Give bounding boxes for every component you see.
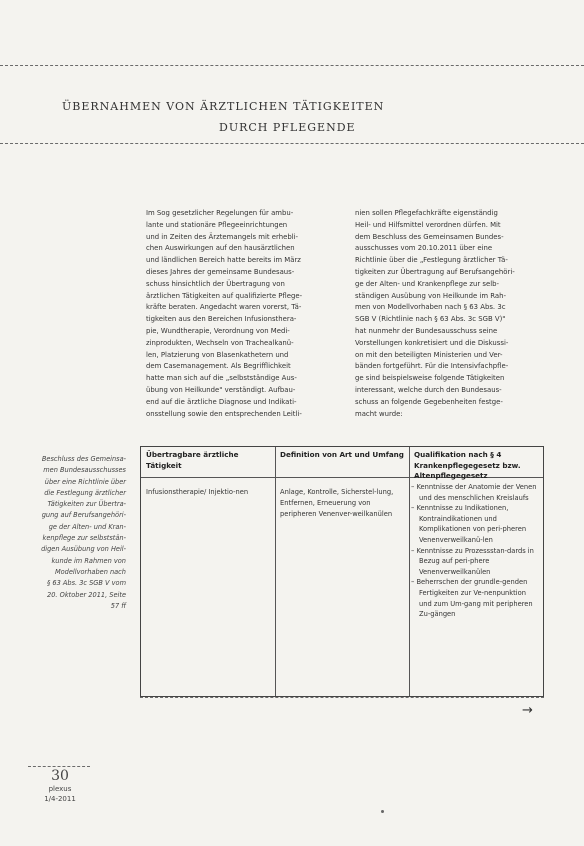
body-text-line: schuss an folgende Gegebenheiten festge- [355, 397, 503, 406]
qualification-item: – Kenntnisse zu Indikationen, Kontraindikationen und Komplikationen von peri-pheren Venenverweilkanü-len [411, 504, 527, 544]
sidenote-line: 20. Oktober 2011, Seite [47, 590, 126, 599]
delegation-table [140, 446, 544, 697]
body-text-line: kräfte beraten. Angedacht waren vorerst, Tä- [146, 303, 302, 312]
heading-line-1: ÜBERNAHMEN VON ÄRZTLICHEN TÄTIGKEITEN [62, 100, 385, 113]
body-text-line: dem Beschluss des Gemeinsamen Bundes- [355, 232, 504, 241]
body-text-line: ge der Alten- und Krankenpflege zur selb- [355, 279, 500, 288]
body-text-line: pie, Wundtherapie, Verordnung von Medi- [146, 326, 290, 335]
sidenote-line: gung auf Berufsangehöri- [41, 511, 126, 520]
body-text-line: schuss hinsichtlich der Übertragung von [146, 279, 285, 288]
table-header-activity: Übertragbare ärztliche Tätigkeit [146, 450, 239, 470]
body-text-line: tigkeiten zur Übertragung auf Berufsangehöri- [355, 267, 515, 276]
sidenote-line: Tätigkeiten zur Übertra- [47, 500, 126, 509]
table-bottom-dashed-rule [140, 697, 544, 698]
page-footer [36, 768, 84, 804]
body-text-line: nien sollen Pflegefachkräfte eigenständig [355, 209, 498, 217]
top-dashed-rule [0, 65, 584, 66]
body-text-line: übung von Heilkunde" verständigt. Aufbau- [146, 385, 296, 394]
sidenote-line: ge der Alten- und Kran- [48, 522, 126, 531]
table-cell-activity: Infusionstherapie/ Injektio-nen [146, 488, 249, 496]
body-text-left-column [146, 208, 342, 420]
body-text-line: und in Zeiten des Ärztemangels mit erhebli- [146, 232, 299, 241]
sidenote-line: 57 ff [110, 601, 126, 610]
page-number: 30 [51, 768, 69, 784]
body-text-line: und ländlichen Bereich hatte bereits im März [146, 256, 301, 265]
body-text-line: ständigen Ausübung von Heilkunde im Rah- [355, 291, 506, 300]
sidenote-line: kenpflege zur selbststän- [42, 534, 126, 543]
sidenote-line: die Festlegung ärztlicher [44, 488, 126, 497]
qualification-item: – Beherrschen der grundle-genden Fertigkeiten zur Ve-nenpunktion und zum Um-gang mit peripheren Zu-gängen [411, 578, 533, 619]
body-text-line: lante und stationäre Pflegeeinrichtungen [146, 220, 288, 229]
body-text-line: dieses Jahres der gemeinsame Bundesaus- [146, 267, 295, 276]
body-text-line: men von Modellvorhaben nach § 63 Abs. 3c [355, 303, 506, 312]
body-text-line: Vorstellungen konkretisiert und die Diskussi- [355, 338, 509, 347]
table-header-definition: Definition von Art und Umfang [280, 450, 404, 459]
body-text-line: Heil- und Hilfsmittel verordnen dürfen. Mit [355, 220, 501, 229]
continue-arrow-icon: → [522, 703, 533, 718]
table-cell-definition: Anlage, Kontrolle, Sicherstel-lung, Entfernen, Erneuerung von peripheren Venenver-weilkanülen [280, 488, 394, 518]
body-text-line: len, Platzierung von Blasenkathetern und [146, 350, 289, 359]
heading-dashed-rule [0, 143, 584, 144]
body-text-line: ausschusses vom 20.10.2011 über eine [355, 244, 493, 253]
body-text-line: ärztlichen Tätigkeiten auf qualifizierte Pflege- [146, 291, 303, 300]
magazine-name: plexus [48, 785, 72, 793]
body-text-line: hatte man sich auf die „selbstständige Aus- [146, 374, 297, 383]
issue-number: 1/4-2011 [44, 795, 76, 803]
body-text-line: Richtlinie über die „Festlegung ärztlicher Tä- [355, 256, 508, 265]
body-text-line: macht wurde: [355, 409, 403, 418]
body-text-line: end auf die ärztliche Diagnose und Indikati- [146, 397, 297, 406]
sidenote-line: digen Ausübung von Heil- [41, 545, 126, 554]
body-text-line: Im Sog gesetzlicher Regelungen für ambu- [146, 209, 294, 217]
heading-line-2: DURCH PFLEGENDE [219, 121, 356, 134]
sidenote-line: § 63 Abs. 3c SGB V vom [47, 579, 126, 588]
sidenote-line: Modellvorhaben nach [54, 567, 126, 576]
body-text-line: ge sind beispielsweise folgende Tätigkeiten [355, 374, 505, 383]
qualification-item: – Kenntnisse der Anatomie der Venen und des menschlichen Kreislaufs [411, 483, 537, 502]
footer-dashed-rule [28, 766, 90, 767]
body-text-line: zinprodukten, Wechseln von Trachealkanü- [146, 338, 294, 347]
body-text-line: SGB V (Richtlinie nach § 63 Abs. 3c SGB V)" [355, 315, 506, 324]
table-header-qualification: Qualifikation nach § 4 Krankenpflegegesetz bzw. Altenpflegegesetz [414, 450, 521, 480]
table-column-divider [409, 447, 410, 696]
table-cell-qualifications [411, 482, 539, 620]
body-text-line: chen Auswirkungen auf den hausärztlichen [146, 244, 295, 253]
body-text-line: on mit den beteiligten Ministerien und Ver- [355, 350, 503, 359]
body-text-right-column [355, 208, 541, 420]
sidenote-line: über eine Richtlinie über [44, 477, 126, 486]
page-speck [381, 810, 384, 813]
body-text-line: interessant, welche durch den Bundesaus- [355, 385, 502, 394]
body-text-line: dem Casemanagement. Als Begrifflichkeit [146, 362, 291, 371]
body-text-line: bänden fortgeführt. Für die Intensivfachpfle- [355, 362, 509, 371]
body-text-line: tigkeiten aus den Bereichen Infusionsthera- [146, 315, 297, 324]
sidenote-line: kunde im Rahmen von [51, 556, 126, 565]
reference-sidenote [28, 454, 126, 612]
table-column-divider [275, 447, 276, 696]
sidenote-line: men Bundesausschusses [43, 466, 126, 475]
body-text-line: hat nunmehr der Bundesausschuss seine [355, 326, 498, 335]
sidenote-line: Beschluss des Gemeinsa- [41, 455, 126, 463]
body-text-line: onsstellung sowie den entsprechenden Leitli- [146, 409, 302, 418]
qualification-item: – Kenntnisse zu Prozessstan-dards in Bezug auf peri-phere Venenverweilkanülen [411, 546, 534, 576]
